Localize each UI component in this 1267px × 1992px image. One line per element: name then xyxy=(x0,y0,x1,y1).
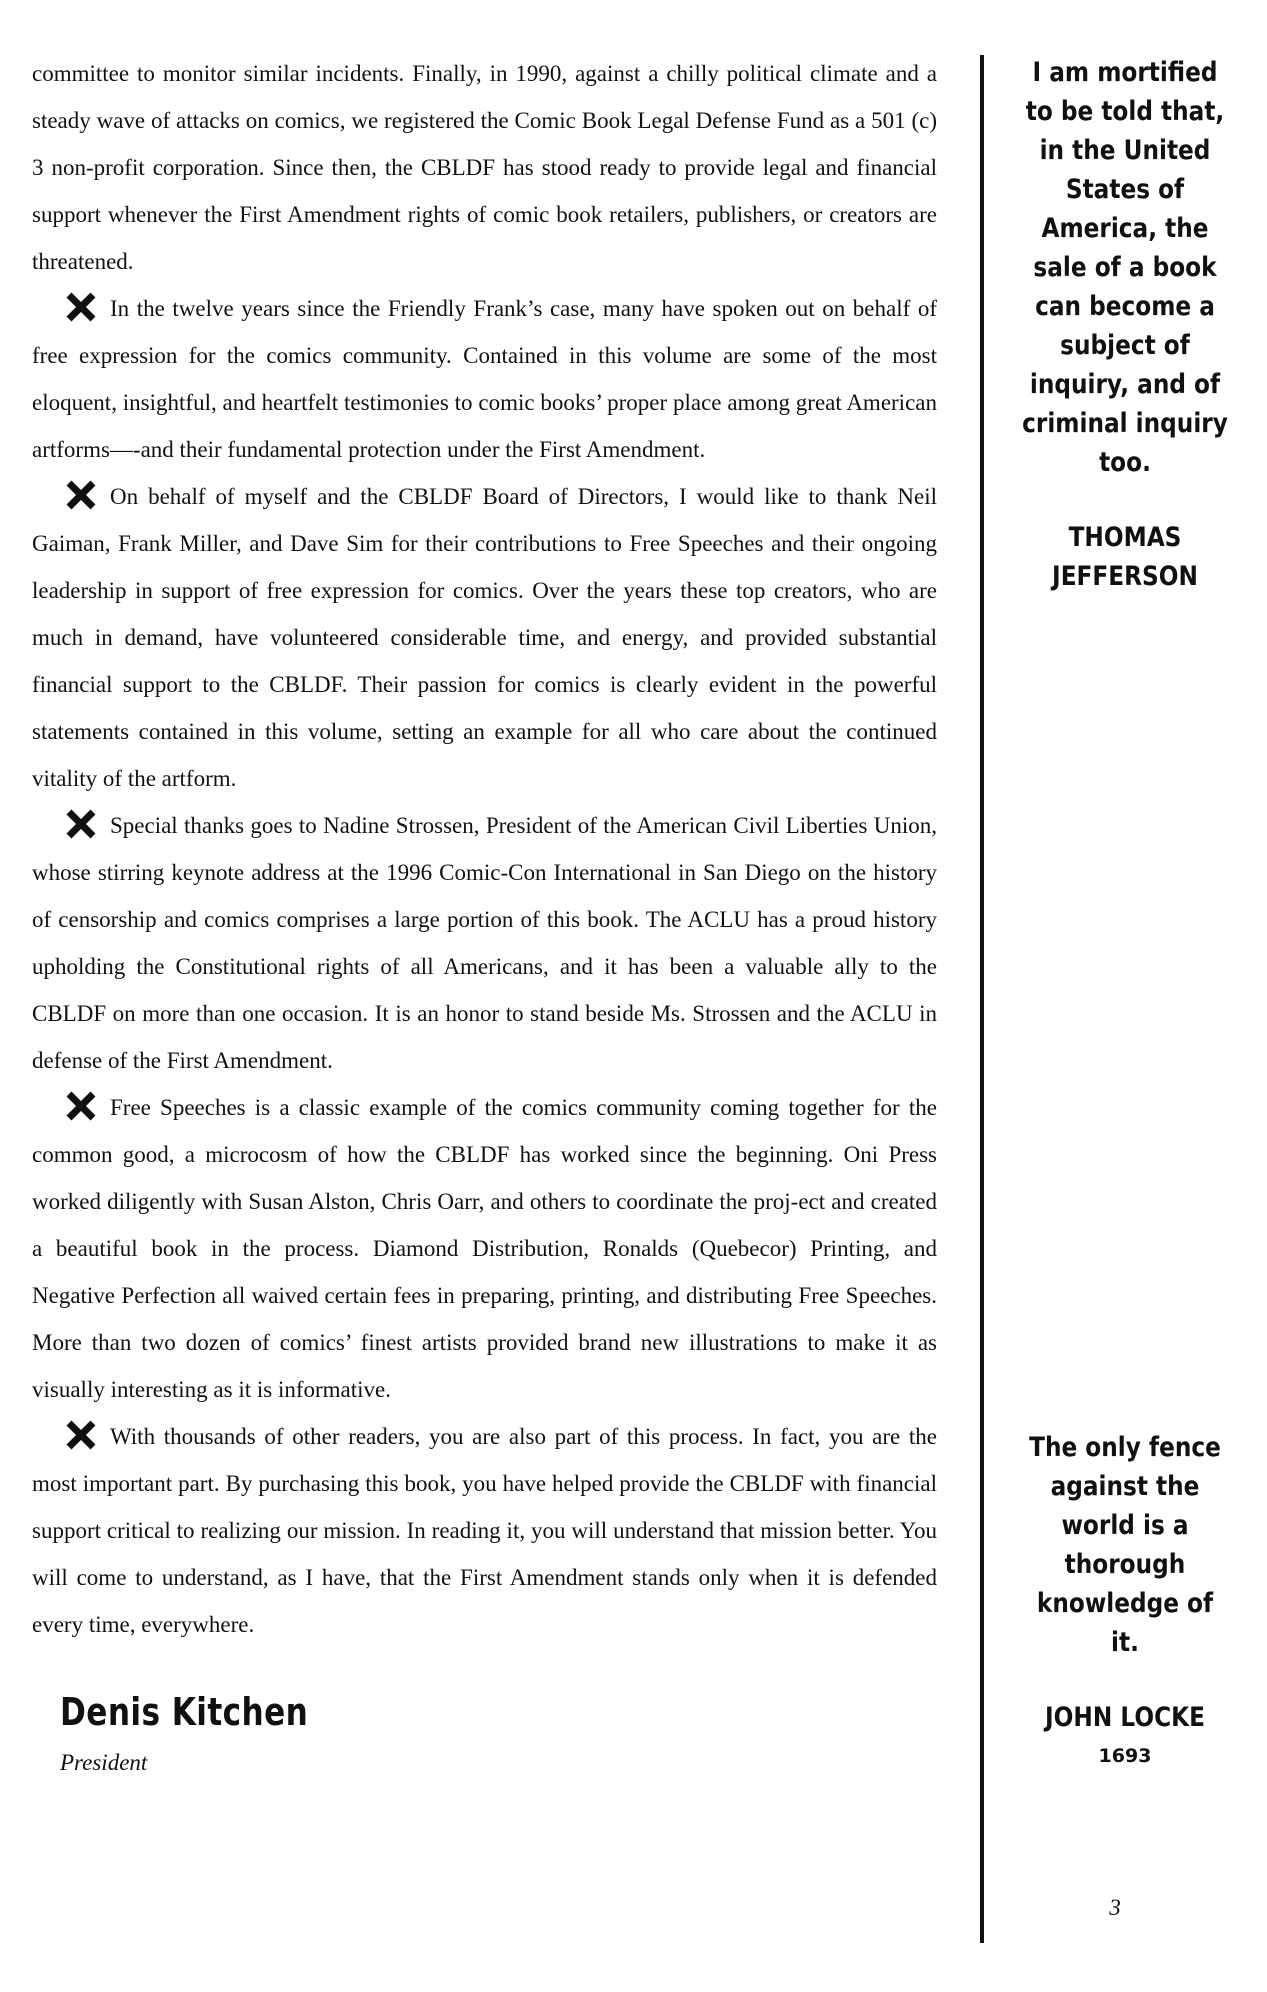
body-paragraph xyxy=(32,1084,937,1413)
paragraph-text: On behalf of myself and the CBLDF Board of Directors, I would like to thank Neil Gaiman, Frank Miller, and Dave Sim for their contributions to Free Speeches and their ongoing leadership in support of free expression for comics. Over the years these top creators, who are much in demand, have volunteered considerable time, and energy, and provided substantial financial support to the CBLDF. Their passion for comics is clearly evident in the powerful statements contained in this volume, setting an example for all who care about the continued vitality of the artform. xyxy=(32,484,937,791)
body-paragraph xyxy=(32,1413,937,1648)
x-mark-icon xyxy=(66,1091,96,1121)
body-paragraph xyxy=(32,285,937,473)
article-body xyxy=(32,50,937,1648)
signature-name: Denis Kitchen xyxy=(60,1690,309,1734)
sidebar-quote xyxy=(1005,1428,1245,1771)
x-mark-icon xyxy=(66,1420,96,1450)
x-mark-icon xyxy=(66,809,96,839)
signature-title: President xyxy=(60,1750,148,1775)
quote-author: JOHN LOCKE xyxy=(1045,1702,1205,1733)
quote-author: THOMAS JEFFERSON xyxy=(1052,522,1198,592)
sidebar-quote xyxy=(1005,53,1245,596)
page-number: 3 xyxy=(1109,1895,1121,1920)
paragraph-text: Free Speeches is a classic example of the comics community coming together for the common good, a microcosm of how the CBLDF has worked since the beginning. Oni Press worked diligently with Susan Alston, Chris Oarr, and others to coordinate the proj-ect and created a beautiful book in the process. Diamond Distribution, Ronalds (Quebecor) Printing, and Negative Perfection all waived certain fees in preparing, printing, and distributing Free Speeches. More than two dozen of comics’ finest artists provided brand new illustrations to make it as visually interesting as it is informative. xyxy=(32,1095,937,1402)
paragraph-text: In the twelve years since the Friendly Frank’s case, many have spoken out on behalf of free expression for the comics community. Contained in this volume are some of the most eloquent, insightful, and heartfelt testimonies to comic books’ proper place among great American artforms—-and their fundamental protection under the First Amendment. xyxy=(32,296,937,462)
paragraph-text: Special thanks goes to Nadine Strossen, President of the American Civil Liberties Union, whose stirring keynote address at the 1996 Comic-Con International in San Diego on the history of censorship and comics comprises a large portion of this book. The ACLU has a proud history upholding the Constitutional rights of all Americans, and it has been a valuable ally to the CBLDF on more than one occasion. It is an honor to stand beside Ms. Strossen and the ACLU in defense of the First Amendment. xyxy=(32,813,937,1073)
x-mark-icon xyxy=(66,480,96,510)
quote-text: I am mortified to be told that, in the United States of America, the sale of a book can become a subject of inquiry, and of criminal inquiry too. xyxy=(1022,57,1228,478)
intro-paragraph: committee to monitor similar incidents. Finally, in 1990, against a chilly political climate and a steady wave of attacks on comics, we registered the Comic Book Legal Defense Fund as a 501 (c) 3 non-profit corporation. Since then, the CBLDF has stood ready to provide legal and financial support whenever the First Amendment rights of comic book retailers, publishers, or creators are threatened. xyxy=(32,61,937,274)
x-mark-icon xyxy=(66,292,96,322)
body-paragraph xyxy=(32,473,937,802)
quote-text: The only fence against the world is a thorough knowledge of it. xyxy=(1029,1432,1221,1658)
paragraph-text: With thousands of other readers, you are also part of this process. In fact, you are the most important part. By purchasing this book, you have helped provide the CBLDF with financial support critical to realizing our mission. In reading it, you will understand that mission better. You will come to understand, as I have, that the First Amendment stands only when it is defended every time, everywhere. xyxy=(32,1424,937,1637)
column-divider xyxy=(980,55,984,1943)
body-paragraph xyxy=(32,802,937,1084)
quote-year: 1693 xyxy=(1098,1745,1152,1767)
